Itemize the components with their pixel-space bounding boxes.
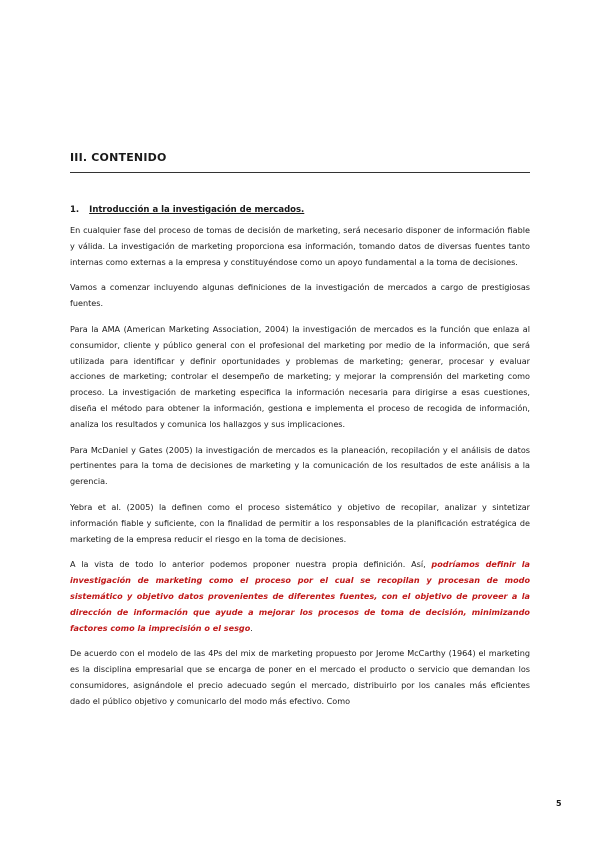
subheading-text: Introducción a la investigación de mercados.	[89, 205, 305, 215]
section-title: III. CONTENIDO	[70, 151, 167, 164]
subheading	[70, 205, 304, 215]
definition-intro: A la vista de todo lo anterior podemos proponer nuestra propia definición. Así,	[70, 559, 432, 570]
page-number: 5	[556, 799, 562, 808]
paragraph-yebra: Yebra et al. (2005) la definen como el proceso sistemático y objetivo de recopilar, analizar y sintetizar información fiable y suficiente, con la finalidad de permitir a los responsables de la planificación estratégica de marketing de la empresa reducir el riesgo en la toma de decisiones.	[70, 501, 530, 544]
definition-emphasis: podríamos definir la investigación de marketing como el proceso por el cual se recopilan y procesan de modo sistemático y objetivo datos provenientes de diferentes fuentes, con el objetivo de proveer a la dirección de información que ayude a mejorar los procesos de toma de decisión, minimizando factores como la imprecisión o el sesgo	[70, 559, 530, 633]
definition-end: .	[250, 622, 253, 633]
paragraph-ama: Para la AMA (American Marketing Association, 2004) la investigación de mercados es la función que enlaza al consumidor, cliente y público general con el profesional del marketing por medio de la información, que será utilizada para identificar y definir oportunidades y problemas de marketing; generar, procesar y evaluar acciones de marketing; controlar el desempeño de marketing; y mejorar la comprensión del marketing como proceso. La investigación de marketing especifica la información necesaria para dirigirse a esas cuestiones, diseña el método para obtener la información, gestiona e implementa el proceso de recogida de información, analiza los resultados y comunica los hallazgos y sus implicaciones.	[70, 323, 530, 429]
paragraph-intro: En cualquier fase del proceso de tomas de decisión de marketing, será necesario disponer de información fiable y válida. La investigación de marketing proporciona esa información, tomando datos de diversas fuentes tanto internas como externas a la empresa y constituyéndose como un apoyo fundamental a la toma de decisiones.	[70, 225, 530, 267]
title-divider	[70, 172, 530, 173]
subheading-number: 1.	[70, 205, 80, 215]
body-text	[70, 223, 530, 720]
paragraph-own-definition	[70, 557, 530, 636]
paragraph-mcdaniel-gates: Para McDaniel y Gates (2005) la investigación de mercados es la planeación, recopilación y el análisis de datos pertinentes para la toma de decisiones de marketing y la comunicación de los resultados de este análisis a la gerencia.	[70, 444, 530, 487]
paragraph-definitions-lead: Vamos a comenzar incluyendo algunas definiciones de la investigación de mercados a cargo de prestigiosas fuentes.	[70, 282, 530, 309]
paragraph-4ps: De acuerdo con el modelo de las 4Ps del mix de marketing propuesto por Jerome McCarthy (1964) el marketing es la disciplina empresarial que se encarga de poner en el mercado el producto o servicio que demandan los consumidores, asignándole el precio adecuado según el mercado, distribuirlo por los canales más eficientes dado el público objetivo y comunicarlo del modo más efectivo. Como	[70, 648, 530, 706]
